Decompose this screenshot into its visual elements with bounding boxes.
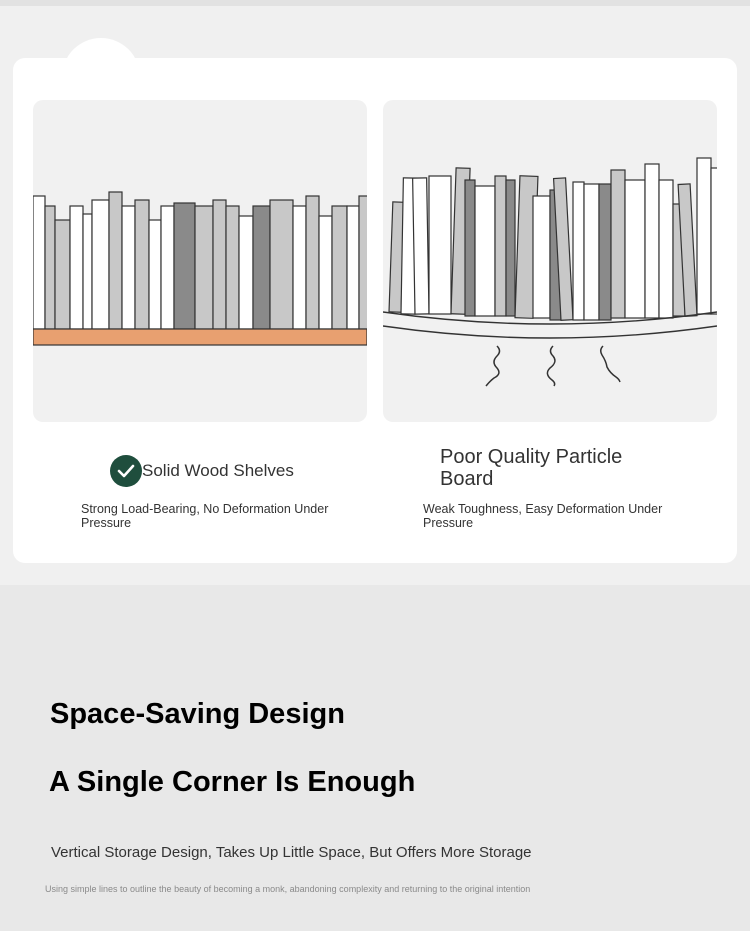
wood-shelf-board xyxy=(33,329,367,345)
solid-wood-title: Solid Wood Shelves xyxy=(142,461,294,480)
feature-heading-secondary: A Single Corner Is Enough xyxy=(49,766,416,798)
top-divider xyxy=(0,0,750,6)
feature-heading-primary: Space-Saving Design xyxy=(50,698,345,730)
solid-wood-illustration xyxy=(33,100,367,422)
particle-board-illustration xyxy=(383,100,717,422)
feature-subtitle: Vertical Storage Design, Takes Up Little Space, But Offers More Storage xyxy=(51,844,532,861)
solid-wood-description: Strong Load-Bearing, No Deformation Under Pressure xyxy=(81,502,329,530)
feature-tagline: Using simple lines to outline the beauty of becoming a monk, abandoning complexity and returning to the original intention xyxy=(45,884,531,894)
comparison-card xyxy=(13,58,737,563)
check-circle-icon xyxy=(110,455,142,487)
particle-board-description: Weak Toughness, Easy Deformation Under Pressure xyxy=(423,502,663,530)
feature-section xyxy=(0,585,750,931)
particle-board-title: Poor Quality Particle Board xyxy=(440,446,623,490)
